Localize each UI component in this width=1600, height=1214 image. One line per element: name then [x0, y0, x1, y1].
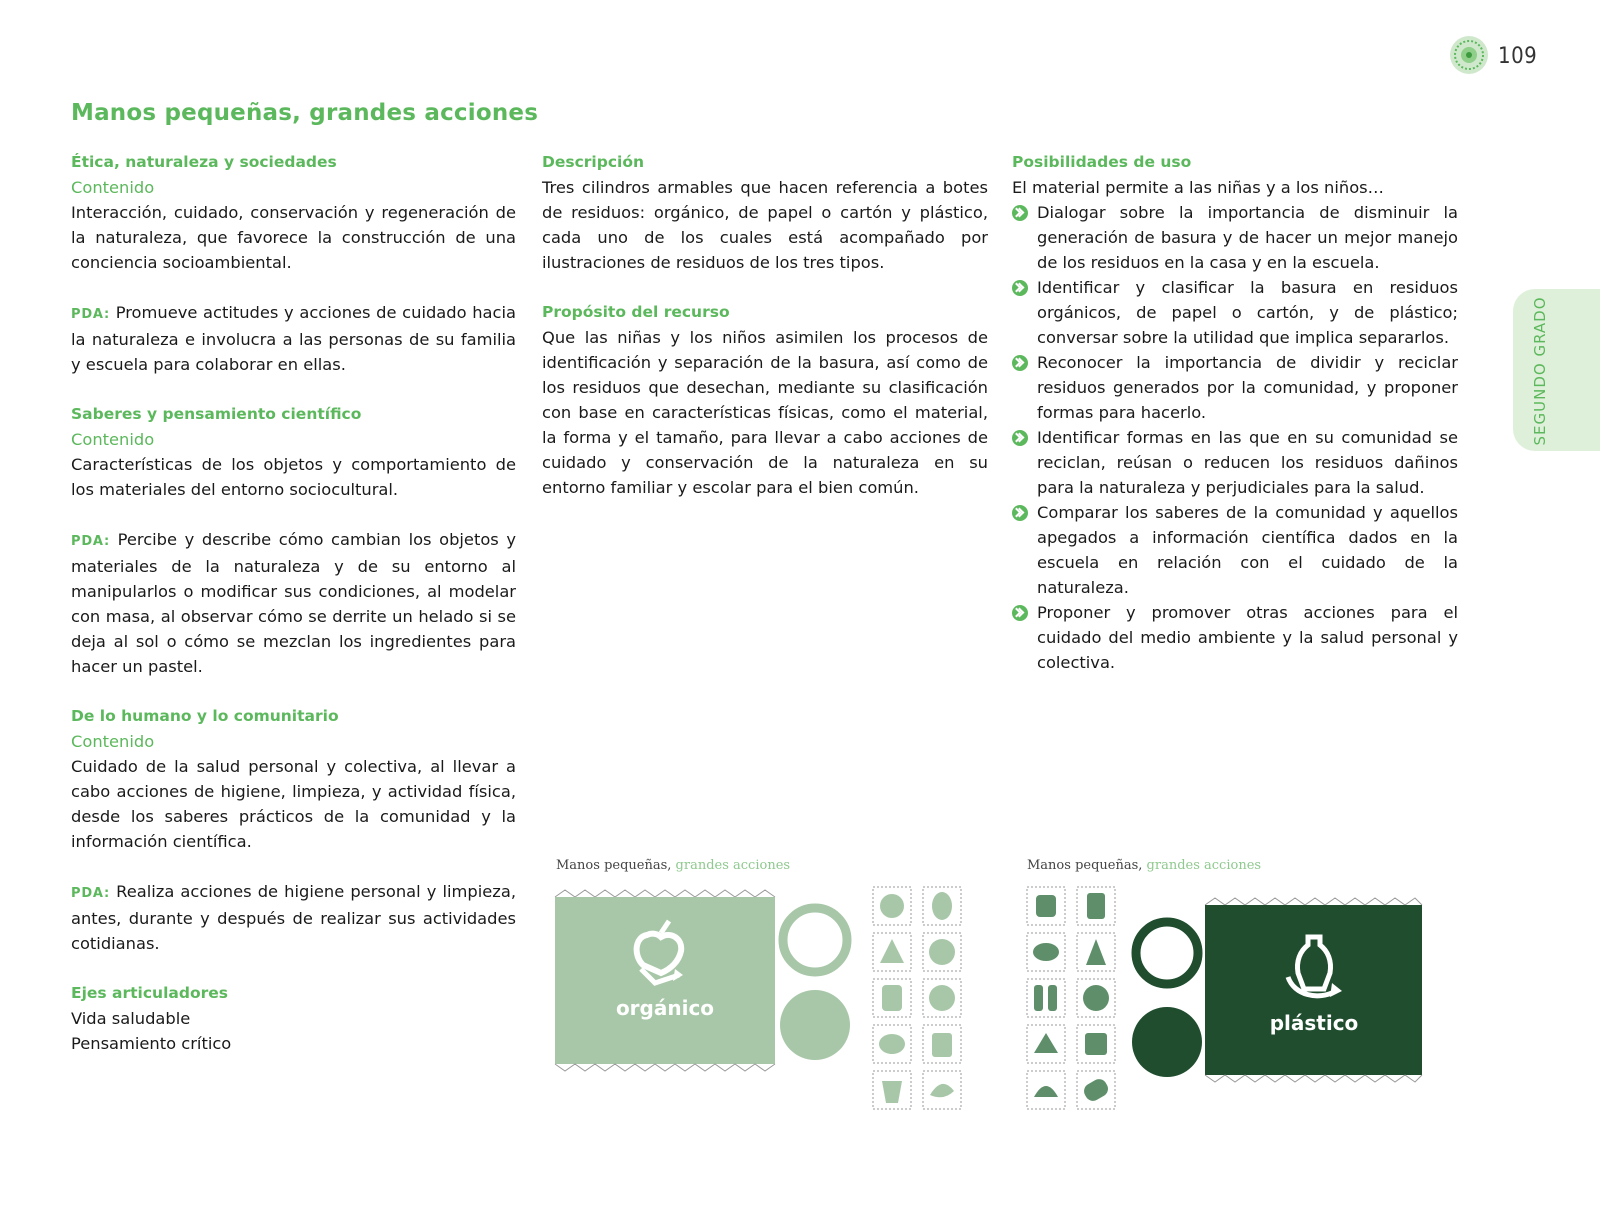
- chevron-bullet-icon: [1012, 505, 1028, 521]
- pda-text: Realiza acciones de higiene personal y limpieza, antes, durante y después de realizar sus actividades cotidianas.: [71, 882, 516, 953]
- contenido-label: Contenido: [71, 732, 155, 751]
- base-circle: [780, 990, 850, 1060]
- eje-item: Vida saludable: [71, 1009, 191, 1028]
- pda-label: PDA:: [71, 534, 111, 549]
- chevron-bullet-icon: [1012, 430, 1028, 446]
- pda-paragraph: [71, 879, 516, 956]
- page-number: 109: [1498, 44, 1538, 69]
- chevron-bullet-icon: [1012, 205, 1028, 221]
- contenido-text: Cuidado de la salud personal y colectiva, al llevar a cabo acciones de higiene, limpieza, y actividad física, desde los saberes prácticos de la comunidad y la información científica.: [71, 757, 516, 851]
- list-item: Identificar y clasificar la basura en residuos orgánicos, de papel o cartón, y de plástico; conversar sobre la utilidad que implica separarlos.: [1012, 275, 1458, 350]
- pda-label: PDA:: [71, 307, 111, 322]
- page-seal-icon: [1449, 35, 1489, 75]
- pda-paragraph: [71, 300, 516, 377]
- grade-side-tab: [1513, 289, 1600, 451]
- lid-ring: [783, 908, 847, 972]
- eje-item: Pensamiento crítico: [71, 1034, 232, 1053]
- posibilidades-intro: El material permite a las niñas y a los niños…: [1012, 178, 1384, 197]
- page-title: Manos pequeñas, grandes acciones: [71, 100, 539, 126]
- grade-label: SEGUNDO GRADO: [1531, 296, 1549, 446]
- pda-text: Promueve actitudes y acciones de cuidado hacia la naturaleza e involucra a las personas de su familia y escuela para colaborar en ellas.: [71, 303, 516, 374]
- organico-cutout-sheet: [550, 885, 970, 1120]
- campo-heading: Saberes y pensamiento científico: [71, 405, 362, 423]
- campo-heading: Ética, naturaleza y sociedades: [71, 153, 337, 171]
- descripcion-heading: Descripción: [542, 153, 645, 171]
- pda-paragraph: [71, 527, 516, 679]
- column-posibilidades: [1012, 150, 1458, 675]
- contenido-label: Contenido: [71, 178, 155, 197]
- organico-label: orgánico: [615, 996, 715, 1020]
- column-descripcion: [542, 150, 988, 500]
- column-campos: [71, 150, 516, 1056]
- campo-heading: De lo humano y lo comunitario: [71, 707, 339, 725]
- contenido-text: Interacción, cuidado, conservación y regeneración de la naturaleza, que favorece la construcción de una conciencia socioambiental.: [71, 203, 516, 272]
- chevron-bullet-icon: [1012, 355, 1028, 371]
- uses-list: [1012, 200, 1458, 675]
- list-item: Identificar formas en las que en su comunidad se reciclan, reúsan o reducen los residuos dañinos para la naturaleza y perjudiciales para la salud.: [1012, 425, 1458, 500]
- chevron-bullet-icon: [1012, 280, 1028, 296]
- list-item: Dialogar sobre la importancia de disminuir la generación de basura y de hacer un mejor manejo de los residuos en la casa y en la escuela.: [1012, 200, 1458, 275]
- chevron-bullet-icon: [1012, 605, 1028, 621]
- base-circle: [1132, 1007, 1202, 1077]
- list-item: Proponer y promover otras acciones para el cuidado del medio ambiente y la salud personal y colectiva.: [1012, 600, 1458, 675]
- pda-label: PDA:: [71, 886, 111, 901]
- plastico-cutout-sheet: [1022, 885, 1442, 1120]
- contenido-label: Contenido: [71, 430, 155, 449]
- proposito-heading: Propósito del recurso: [542, 303, 730, 321]
- contenido-text: Características de los objetos y comportamiento de los materiales del entorno sociocultural.: [71, 455, 516, 499]
- posibilidades-heading: Posibilidades de uso: [1012, 153, 1192, 171]
- pda-text: Percibe y describe cómo cambian los objetos y materiales de la naturaleza y de su entorno al manipularlos o modificar sus condiciones, al modelar con masa, al observar cómo se derrite un helado si se deja al sol o cómo se mezclan los ingredientes para hacer un pastel.: [71, 530, 516, 676]
- descripcion-text: Tres cilindros armables que hacen referencia a botes de residuos: orgánico, de papel o cartón y plástico, cada uno de los cuales está acompañado por ilustraciones de residuos de los tres tipos.: [542, 178, 988, 272]
- sheet-header-organico: Manos pequeñas, grandes acciones: [556, 858, 791, 873]
- list-item: Reconocer la importancia de dividir y reciclar residuos generados por la comunidad, y proponer formas para hacerlo.: [1012, 350, 1458, 425]
- sheet-header-plastico: Manos pequeñas, grandes acciones: [1027, 858, 1262, 873]
- ejes-heading: Ejes articuladores: [71, 984, 228, 1002]
- list-item: Comparar los saberes de la comunidad y aquellos apegados a información científica dados en la escuela en relación con el cuidado de la naturaleza.: [1012, 500, 1458, 600]
- proposito-text: Que las niñas y los niños asimilen los procesos de identificación y separación de la basura, así como de los residuos que desechan, mediante su clasificación con base en características físicas, como el material, la forma y el tamaño, para llevar a cabo acciones de cuidado y conservación de la naturaleza en su entorno familiar y escolar para el bien común.: [542, 328, 988, 497]
- plastico-label: plástico: [1269, 1011, 1359, 1035]
- lid-ring: [1136, 922, 1198, 984]
